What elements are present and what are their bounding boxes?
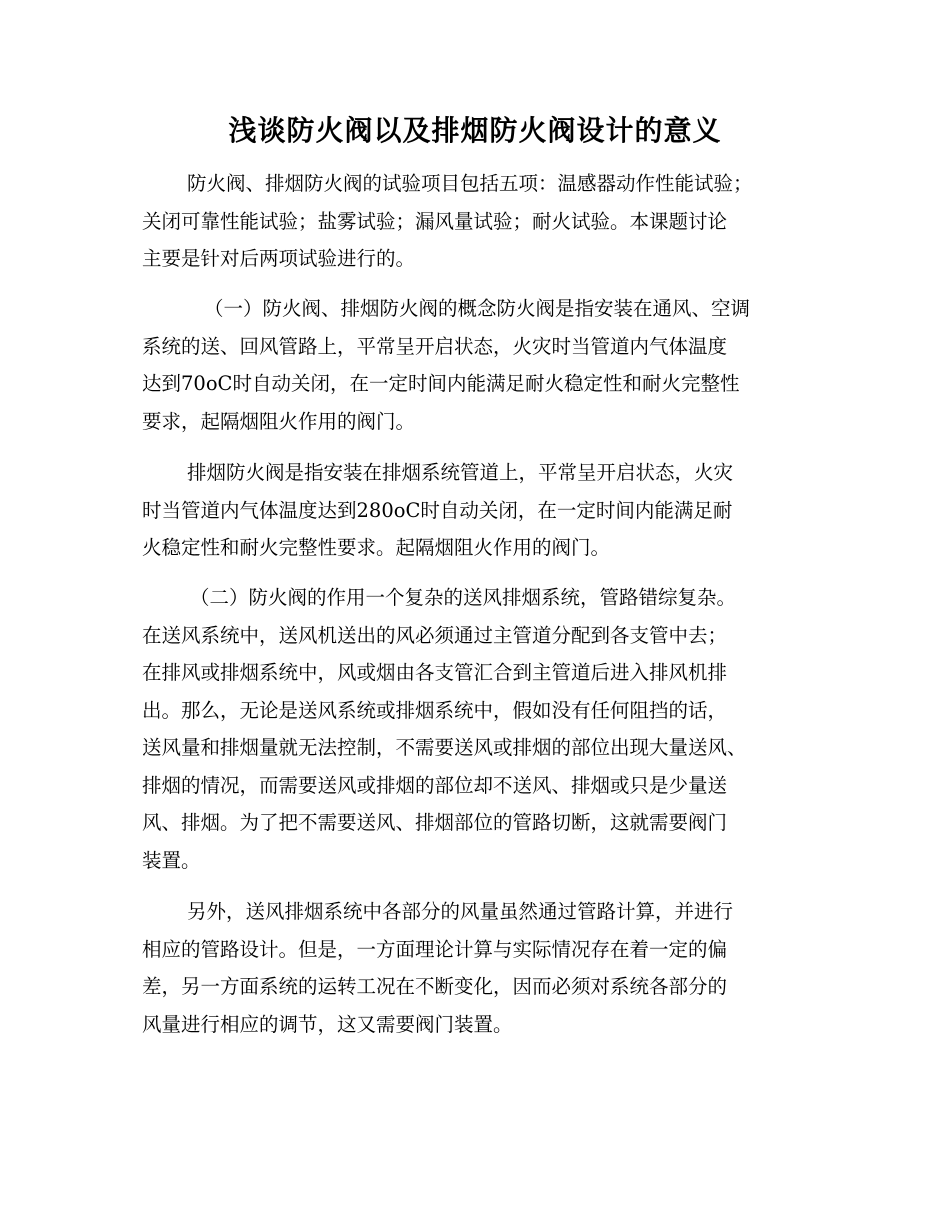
paragraph-line: 关闭可靠性能试验；盐雾试验；漏风量试验；耐火试验。本课题讨论	[142, 209, 728, 233]
paragraph-line: 要求，起隔烟阻火作用的阀门。	[142, 409, 416, 433]
paragraph-line: 风、排烟。为了把不需要送风、排烟部位的管路切断，这就需要阀门	[142, 811, 728, 834]
paragraph-line: 时当管道内气体温度达到280oC时自动关闭，在一定时间内能满足耐	[142, 498, 733, 522]
paragraph-line: 风量进行相应的调节，这又需要阀门装置。	[142, 1012, 513, 1036]
paragraph-test-items	[142, 165, 822, 278]
paragraph-line: （二）防火阀的作用一个复杂的送风排烟系统，管路错综复杂。	[190, 586, 737, 609]
paragraph-damper-function	[142, 579, 822, 879]
document-title: 浅谈防火阀以及排烟防火阀设计的意义	[228, 114, 722, 147]
paragraph-line: 达到70oC时自动关闭，在一定时间内能满足耐火稳定性和耐火完整性	[142, 372, 740, 395]
paragraph-line: 排烟防火阀是指安装在排烟系统管道上，平常呈开启状态，火灾	[187, 461, 734, 484]
paragraph-line: 防火阀、排烟防火阀的试验项目包括五项：温感器动作性能试验；	[187, 172, 753, 195]
paragraph-line: 火稳定性和耐火完整性要求。起隔烟阻火作用的阀门。	[142, 536, 611, 559]
paragraph-line: 另外，送风排烟系统中各部分的风量虽然通过管路计算，并进行	[187, 900, 734, 923]
paragraph-line: 差，另一方面系统的运转工况在不断变化，因而必须对系统各部分的	[142, 975, 728, 998]
paragraph-line: 出。那么，无论是送风系统或排烟系统中，假如没有任何阻挡的话，	[142, 698, 728, 722]
paragraph-line: 送风量和排烟量就无法控制，不需要送风或排烟的部位出现大量送风、	[142, 736, 747, 759]
paragraph-line: 在送风系统中，送风机送出的风必须通过主管道分配到各支管中去；	[142, 623, 728, 647]
paragraph-line: 系统的送、回风管路上，平常呈开启状态，火灾时当管道内气体温度	[142, 334, 728, 358]
paragraph-smoke-exhaust-damper	[142, 454, 822, 567]
paragraph-concept-fire-damper	[142, 290, 822, 440]
paragraph-line: 排烟的情况，而需要送风或排烟的部位却不送风、排烟或只是少量送	[142, 773, 728, 797]
paragraph-line: 装置。	[142, 848, 201, 872]
paragraph-line: 在排风或排烟系统中，风或烟由各支管汇合到主管道后进入排风机排	[142, 661, 728, 684]
paragraph-line: 主要是针对后两项试验进行的。	[142, 247, 416, 270]
paragraph-airflow-adjustment	[142, 893, 822, 1043]
paragraph-line: 相应的管路设计。但是，一方面理论计算与实际情况存在着一定的偏	[142, 937, 728, 961]
paragraph-line: （一）防火阀、排烟防火阀的概念防火阀是指安装在通风、空调	[204, 297, 751, 320]
